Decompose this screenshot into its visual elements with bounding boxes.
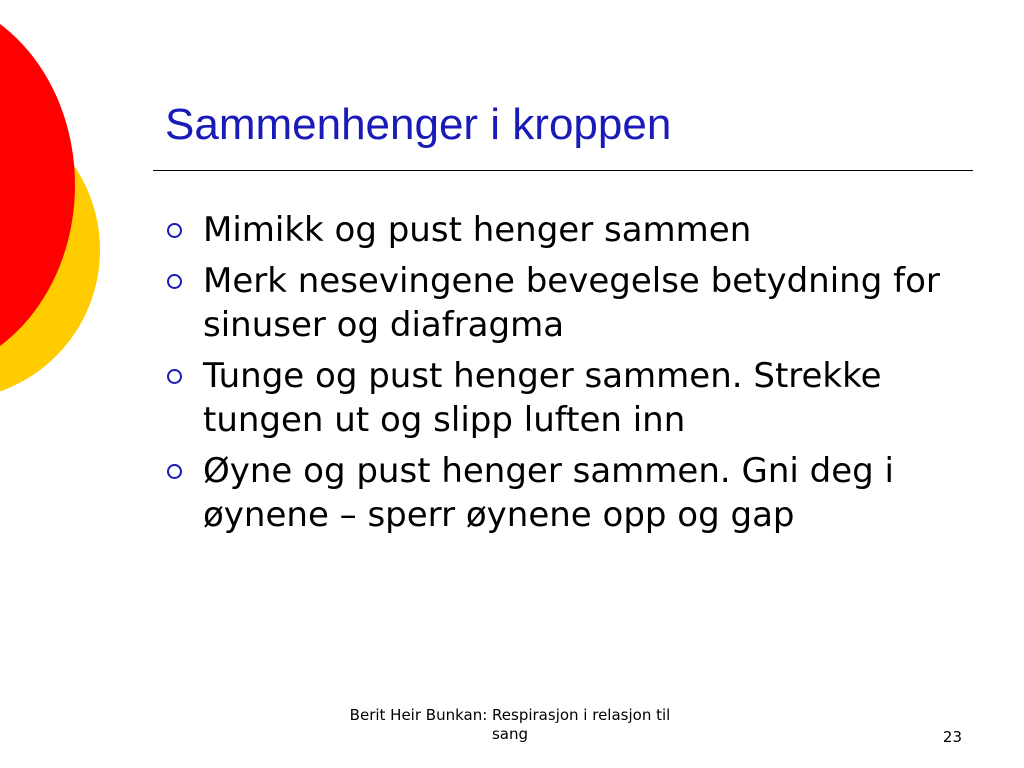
page-number: 23: [942, 728, 962, 746]
hollow-circle-bullet-icon: [167, 369, 182, 384]
bullet-list: [165, 208, 965, 544]
hollow-circle-bullet-icon: [167, 223, 182, 238]
bullet-item: [165, 354, 965, 442]
hollow-circle-bullet-icon: [167, 464, 182, 479]
bullet-text: Øyne og pust henger sammen. Gni deg i øynene – sperr øynene opp og gap: [203, 451, 894, 535]
slide-footer: Berit Heir Bunkan: Respirasjon i relasjon til sang: [349, 706, 671, 743]
bullet-text: Mimikk og pust henger sammen: [203, 210, 752, 250]
bullet-item: [165, 208, 965, 252]
bullet-text: Tunge og pust henger sammen. Strekke tungen ut og slipp luften inn: [203, 356, 882, 440]
slide-title: Sammenhenger i kroppen: [165, 100, 672, 149]
bullet-item: [165, 259, 965, 347]
bullet-text: Merk nesevingene bevegelse betydning for sinuser og diafragma: [203, 261, 940, 345]
bullet-item: [165, 449, 965, 537]
title-divider: [153, 170, 973, 171]
hollow-circle-bullet-icon: [167, 274, 182, 289]
